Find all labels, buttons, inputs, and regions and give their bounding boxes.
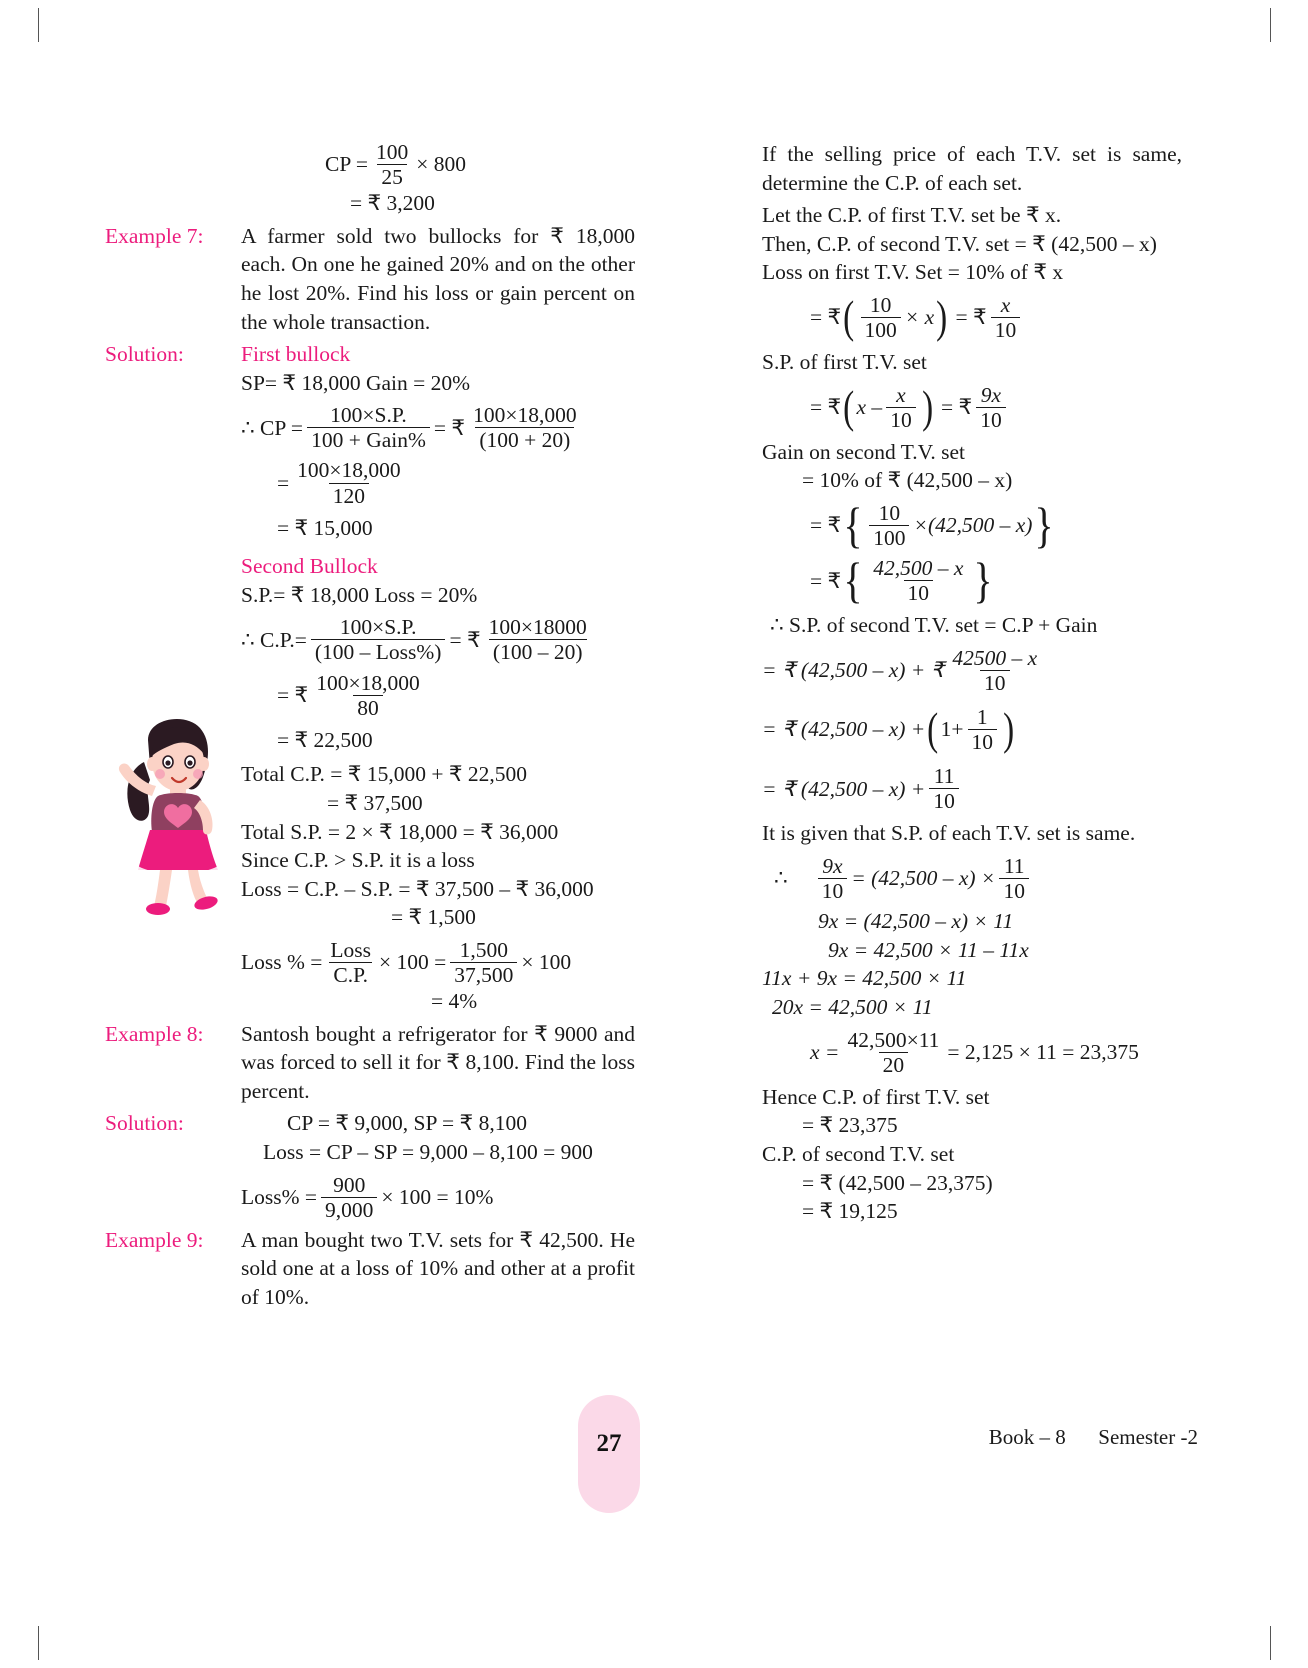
eq7-denominator: 10 [929, 788, 959, 813]
example-9-continued-text: If the selling price of each T.V. set is same, determine the C.P. of each set. [762, 142, 1182, 195]
example-9-row [105, 1226, 635, 1312]
loss-line: Loss = C.P. – S.P. = ₹ 37,500 – ₹ 36,000 [241, 876, 594, 901]
cp2-step2-denominator: 80 [353, 695, 383, 720]
eq1-denominator: 100 [861, 317, 901, 342]
cp-second-value: = ₹ 19,125 [802, 1199, 898, 1224]
eq3-numerator: 10 [878, 501, 901, 526]
eq3-denominator: 100 [869, 525, 909, 550]
cp-value-numerator: 100×18,000 [473, 403, 577, 428]
gain-second-tv-simplified [762, 552, 1182, 609]
eq4-fraction [869, 556, 967, 605]
eq5-numerator: 42500 – x [952, 645, 1038, 670]
example-7-label: Example 7: [105, 223, 204, 248]
cp2-formula-denominator: (100 – Loss%) [311, 639, 446, 664]
eq2-result-denominator: 10 [976, 407, 1006, 432]
solution-8-label: Solution: [105, 1111, 184, 1136]
second-bullock-sp-loss: S.P.= ₹ 18,000 Loss = 20% [241, 582, 478, 607]
cp-step2-denominator: 120 [329, 483, 369, 508]
cp2-step2-fraction [312, 671, 424, 720]
eq8-left-fraction [818, 854, 848, 903]
final-equation-3: 9x = 42,500 × 11 – 11x [828, 937, 1029, 962]
eq6-denominator: 10 [968, 729, 998, 754]
eq1-middle: = ₹ [955, 305, 987, 330]
solution-9-line-2: Then, C.P. of second T.V. set = ₹ (42,500 – x) [762, 231, 1157, 256]
cp-formula-denominator: 100 + Gain% [307, 427, 430, 452]
total-sp-line: Total S.P. = 2 × ₹ 18,000 = ₹ 36,000 [241, 819, 559, 844]
eq13-numerator: 42,500×11 [847, 1027, 940, 1052]
final-equation-5: 20x = 42,500 × 11 [772, 994, 933, 1019]
gain-second-tv-equation [762, 497, 1182, 554]
total-cp-line: Total C.P. = ₹ 15,000 + ₹ 22,500 [241, 762, 528, 787]
ex8-fraction [321, 1173, 377, 1222]
eq2-prefix: = ₹ [810, 395, 842, 419]
loss-value: = ₹ 1,500 [391, 905, 476, 930]
cp2-formula-numerator: 100×S.P. [339, 615, 417, 640]
eq8-right-fraction [999, 854, 1029, 903]
cp-step2-fraction [293, 458, 405, 507]
given-sp-same-line: It is given that S.P. of each T.V. set is same. [762, 821, 1136, 846]
eq4-denominator: 10 [904, 580, 934, 605]
cp2-value-numerator: 100×18000 [488, 615, 587, 640]
eq8-right-denominator: 10 [999, 878, 1029, 903]
cp2-eq-prefix: ∴ C.P.= [241, 627, 307, 652]
cp-step2-numerator: 100×18,000 [297, 458, 401, 483]
eq1-result-numerator: x [1000, 292, 1011, 317]
final-x-equation [762, 1028, 1182, 1077]
eq3-prefix: = ₹ [810, 513, 842, 538]
eq6-prefix: = ₹ (42,500 – x) + [762, 717, 926, 742]
crop-mark [1270, 8, 1271, 42]
right-brace: } [1034, 497, 1055, 554]
eq13-denominator: 20 [879, 1052, 909, 1077]
page-footer [989, 1425, 1198, 1450]
cp-equation-prefix: CP = [325, 152, 368, 177]
loss-over-cp-fraction [326, 938, 375, 987]
sp-second-tv-label: ∴ S.P. of second T.V. set = C.P + Gain [770, 613, 1098, 638]
eq7-numerator: 11 [933, 764, 955, 789]
example-9-label: Example 9: [105, 1227, 204, 1252]
example-7-text: A farmer sold two bullocks for ₹ 18,000 each. On one he gained 20% and on the other he lost 20%. Find his loss or gain percent on the whole transaction. [241, 223, 635, 334]
eq1-numerator: 10 [869, 292, 892, 317]
ex8-loss-percent-equation [241, 1173, 635, 1222]
right-brace: } [973, 552, 993, 609]
eq13-suffix: = 2,125 × 11 = 23,375 [947, 1039, 1139, 1064]
solution-7-body [241, 340, 635, 1016]
eq4-numerator: 42,500 – x [873, 556, 964, 581]
eq2-denominator: 10 [886, 407, 916, 432]
example-7-row [105, 222, 635, 336]
loss-first-tv-equation [762, 293, 1182, 342]
example-8-row [105, 1020, 635, 1106]
since-comparison-line: Since C.P. > S.P. it is a loss [241, 848, 475, 873]
ex8-loss-percent-suffix: × 100 = 10% [381, 1184, 494, 1209]
eq2-result-numerator: 9x [980, 382, 1002, 407]
cp-first-value: = ₹ 23,375 [802, 1113, 898, 1138]
left-paren: ( [843, 381, 855, 433]
eq1-multiplier: × x [904, 305, 935, 330]
first-bullock-sp-gain: SP= ₹ 18,000 Gain = 20% [241, 370, 471, 395]
final-equation-4: 11x + 9x = 42,500 × 11 [762, 966, 967, 991]
cp-second-label: C.P. of second T.V. set [762, 1141, 955, 1166]
eq2-inner-prefix: x – [856, 395, 883, 419]
eq1-fraction [861, 293, 901, 342]
solution-9-line-3: Loss on first T.V. Set = 10% of ₹ x [762, 260, 1064, 285]
left-paren: ( [927, 703, 939, 755]
sp-second-tv-step2 [762, 705, 1182, 754]
cp-result-line: = ₹ 3,200 [350, 191, 435, 216]
eq7-fraction [929, 764, 959, 813]
cp-eq-prefix: ∴ CP = [241, 415, 304, 440]
cp2-formula-fraction [311, 615, 446, 664]
eq6-numerator: 1 [976, 705, 988, 730]
cp-formula-numerator: 100×S.P. [330, 403, 407, 428]
first-bullock-cp-result: = ₹ 15,000 [277, 515, 373, 540]
first-bullock-cp-step2 [241, 458, 635, 507]
cp-fraction [372, 140, 412, 189]
first-bullock-heading: First bullock [241, 342, 351, 367]
right-paren: ) [1003, 703, 1015, 755]
second-bullock-cp-result: = ₹ 22,500 [277, 727, 373, 752]
loss-percent-middle: × 100 = [379, 950, 447, 975]
page-number: 27 [596, 1430, 622, 1457]
cp2-step2-numerator: 100×18,000 [316, 670, 420, 695]
gain-second-tv-line: = 10% of ₹ (42,500 – x) [802, 468, 1013, 493]
cp-fraction-numerator: 100 [376, 140, 409, 164]
final-equation-2: 9x = (42,500 – x) × 11 [818, 909, 1014, 934]
eq6-inner: 1+ [940, 717, 964, 742]
equals-rupee: = ₹ [277, 682, 309, 707]
loss-over-cp-numerator: Loss [330, 937, 372, 962]
eq13-fraction [843, 1028, 943, 1077]
second-bullock-cp-equation [241, 615, 635, 664]
eq2-fraction [886, 383, 916, 432]
hence-cp-first-label: Hence C.P. of first T.V. set [762, 1084, 990, 1109]
solution-8-row [105, 1109, 635, 1221]
final-equation-1 [762, 854, 1182, 903]
example-8-label: Example 8: [105, 1021, 204, 1046]
left-paren: ( [843, 291, 855, 343]
left-brace: { [843, 497, 863, 554]
eq3-fraction [869, 501, 909, 550]
crop-mark [38, 1626, 39, 1660]
cp-equation-suffix: × 800 [416, 152, 467, 177]
equals-sign: = [277, 470, 290, 495]
eq1-prefix: = ₹ [810, 305, 842, 330]
cp-eq-middle: = ₹ [433, 415, 466, 440]
eq13-prefix: x = [810, 1039, 840, 1064]
cp-calc-block [105, 140, 635, 218]
eq4-prefix: = ₹ [810, 568, 842, 593]
loss-percent-result: = 4% [431, 989, 478, 1014]
cp-value-fraction [469, 403, 581, 452]
sp-first-tv-equation [762, 383, 1182, 432]
ex8-loss-line: Loss = CP – SP = 9,000 – 8,100 = 900 [263, 1140, 593, 1164]
crop-mark [1270, 1626, 1271, 1660]
first-bullock-cp-equation [241, 403, 635, 452]
cp-equation [155, 140, 635, 189]
loss-values-denominator: 37,500 [450, 962, 517, 987]
right-paren: ) [936, 291, 948, 343]
right-column [762, 140, 1182, 1226]
ex8-cp-sp-line: CP = ₹ 9,000, SP = ₹ 8,100 [287, 1111, 527, 1136]
therefore-symbol: ∴ [774, 866, 788, 891]
solution-7-label: Solution: [105, 342, 184, 367]
cp-fraction-denominator: 25 [377, 164, 407, 189]
eq8-left-denominator: 10 [818, 878, 848, 903]
eq8-middle: = (42,500 – x) × [851, 866, 996, 891]
loss-percent-equation [241, 938, 635, 987]
ex8-loss-percent-prefix: Loss% = [241, 1184, 318, 1209]
ex8-fraction-numerator: 900 [333, 1172, 366, 1197]
loss-over-cp-denominator: C.P. [329, 962, 372, 987]
second-bullock-heading: Second Bullock [241, 554, 378, 579]
eq3-suffix: ×(42,500 – x) [913, 513, 1033, 538]
eq2-numerator: x [896, 382, 906, 407]
eq1-result-fraction [991, 293, 1021, 342]
eq8-right-numerator: 11 [1003, 854, 1025, 879]
loss-percent-prefix: Loss % = [241, 950, 323, 975]
cp-second-expression: = ₹ (42,500 – 23,375) [802, 1170, 993, 1195]
eq5-fraction [948, 646, 1041, 695]
eq6-fraction [968, 705, 998, 754]
cp2-value-denominator: (100 – 20) [489, 639, 587, 664]
gain-second-tv-label: Gain on second T.V. set [762, 439, 966, 464]
eq5-denominator: 10 [980, 670, 1010, 695]
solution-9-line-1: Let the C.P. of first T.V. set be ₹ x. [762, 203, 1062, 228]
crop-mark [38, 8, 39, 42]
sp-second-tv-step3 [762, 764, 1182, 813]
example-8-text: Santosh bought a refrigerator for ₹ 9000 and was forced to sell it for ₹ 8,100. Find the loss percent. [241, 1021, 635, 1103]
right-paren: ) [921, 381, 933, 433]
eq2-middle: = ₹ [941, 395, 973, 419]
footer-book: Book – 8 [988, 1425, 1066, 1449]
loss-percent-suffix: × 100 [521, 950, 572, 975]
cp2-value-fraction [485, 615, 591, 664]
eq2-result-fraction [976, 383, 1006, 432]
loss-values-numerator: 1,500 [459, 937, 509, 962]
loss-values-fraction [450, 938, 517, 987]
girl-illustration [108, 700, 248, 920]
sp-first-tv-label: S.P. of first T.V. set [762, 350, 927, 375]
cp2-eq-middle: = ₹ [449, 627, 481, 652]
footer-semester: Semester -2 [1098, 1425, 1198, 1449]
eq7-prefix: = ₹ (42,500 – x) + [762, 776, 926, 801]
solution-8-body [241, 1109, 635, 1221]
eq5-prefix: = ₹ (42,500 – x) + ₹ [762, 658, 945, 683]
left-brace: { [843, 552, 863, 609]
second-bullock-cp-step2 [241, 671, 635, 720]
total-cp-value: = ₹ 37,500 [327, 790, 423, 815]
cp-value-denominator: (100 + 20) [475, 427, 574, 452]
ex8-fraction-denominator: 9,000 [321, 1197, 377, 1222]
cp-formula-fraction [307, 403, 430, 452]
example-9-text: A man bought two T.V. sets for ₹ 42,500. He sold one at a loss of 10% and other at a profit of 10%. [241, 1227, 635, 1309]
eq1-result-denominator: 10 [991, 317, 1021, 342]
sp-second-tv-equation [762, 646, 1182, 695]
eq8-left-numerator: 9x [822, 854, 843, 879]
